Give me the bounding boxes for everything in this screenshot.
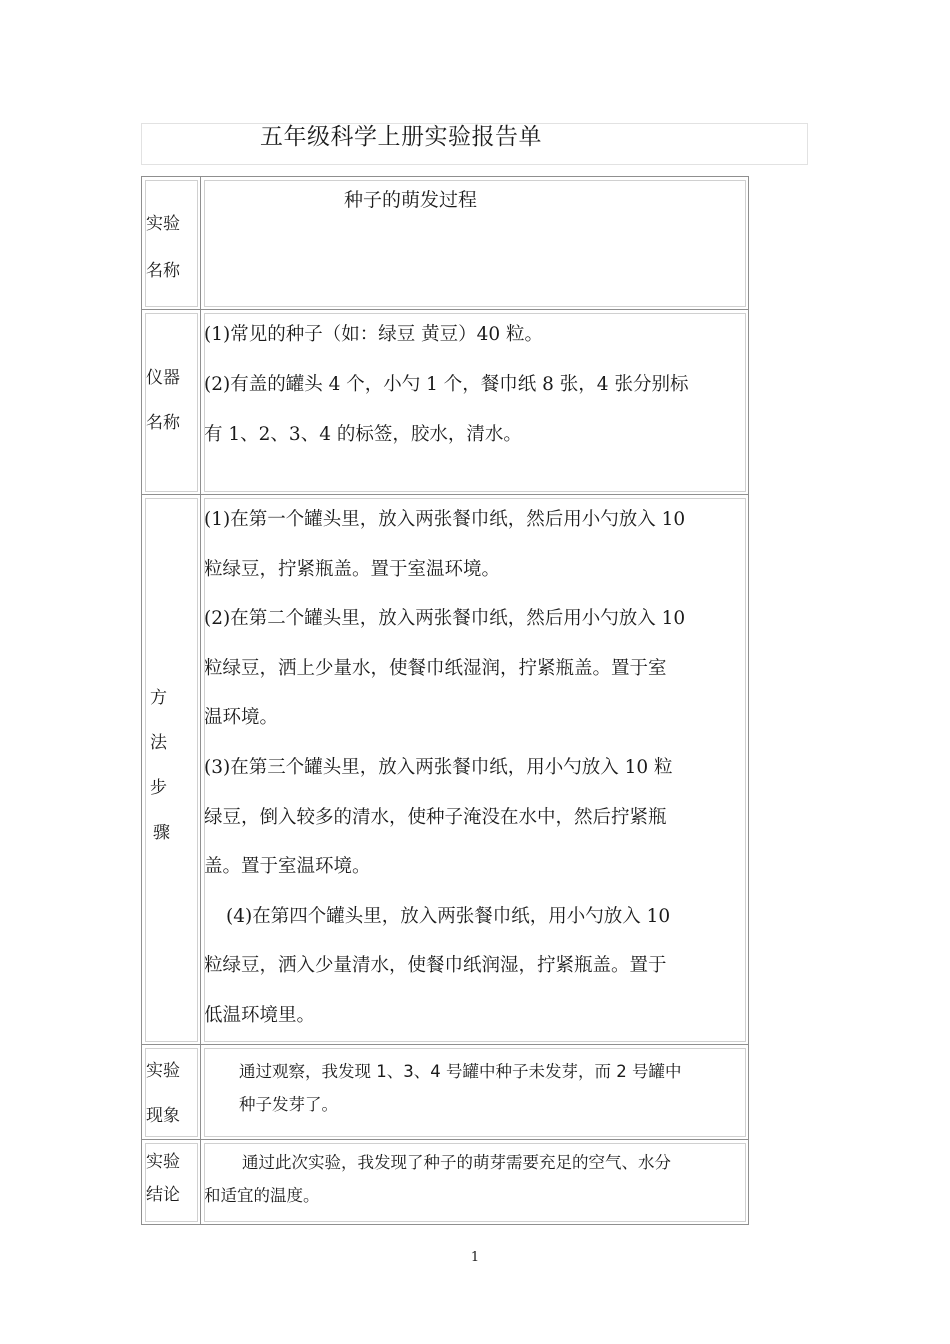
method-line: 粒绿豆，洒上少量水，使餐巾纸湿润，拧紧瓶盖。置于室 [204,657,667,679]
row-experiment-name [142,177,749,310]
label-experiment-name [142,177,201,310]
method-line: 温环境。 [204,707,279,729]
method-line: (2)在第二个罐头里，放入两张餐巾纸，然后用小勺放入 10 [204,608,686,630]
label-line: 实验 [146,1061,180,1081]
label-char: 步 [150,778,167,798]
label-line: 名称 [146,413,180,433]
method-line: 盖。置于室温环境。 [204,856,371,878]
cell-observation [201,1045,749,1140]
row-conclusion [142,1140,749,1225]
label-method [142,495,201,1045]
label-char: 方 [150,688,167,708]
label-line: 仪器 [146,368,180,388]
row-method [142,495,749,1045]
label-equipment [142,310,201,495]
conclusion-line: 通过此次实验，我发现了种子的萌芽需要充足的空气、水分 [242,1153,671,1172]
cell-conclusion [201,1140,749,1225]
method-line: (3)在第三个罐头里，放入两张餐巾纸，用小勺放入 10 粒 [204,756,673,778]
method-line: 绿豆，倒入较多的清水，使种子淹没在水中，然后拧紧瓶 [204,806,667,828]
row-observation [142,1045,749,1140]
observation-line: 种子发芽了。 [239,1095,338,1114]
label-char: 法 [150,733,167,753]
label-line: 名称 [146,261,180,281]
cell-experiment-name [201,177,749,310]
label-line: 结论 [146,1185,180,1205]
page-number: 1 [470,1250,480,1265]
method-line: 粒绿豆，洒入少量清水，使餐巾纸润湿，拧紧瓶盖。置于 [204,955,667,977]
label-char: 骤 [153,823,170,843]
label-conclusion [142,1140,201,1225]
label-observation [142,1045,201,1140]
cell-method [201,495,749,1045]
conclusion-line: 和适宜的温度。 [204,1186,320,1205]
label-line: 实验 [146,1152,180,1172]
equipment-line: (1)常见的种子（如：绿豆 黄豆）40 粒。 [204,324,544,345]
report-table [141,176,749,1225]
experiment-name: 种子的萌发过程 [344,189,478,211]
row-equipment [142,310,749,495]
equipment-line: (2)有盖的罐头 4 个，小勺 1 个，餐巾纸 8 张，4 张分别标 [204,374,689,395]
method-line: (1)在第一个罐头里，放入两张餐巾纸，然后用小勺放入 10 [204,509,686,530]
observation-line: 通过观察，我发现 1、3、4 号罐中种子未发芽，而 2 号罐中 [239,1062,682,1081]
equipment-line: 有 1、2、3、4 的标签，胶水，清水。 [204,424,522,445]
method-line: 粒绿豆，拧紧瓶盖。置于室温环境。 [204,558,501,580]
document-title: 五年级科学上册实验报告单 [260,124,542,150]
method-line: (4)在第四个罐头里，放入两张餐巾纸，用小勺放入 10 [226,905,671,927]
method-line: 低温环境里。 [204,1004,316,1026]
label-line: 实验 [146,214,180,234]
label-line: 现象 [146,1106,180,1126]
cell-equipment [201,310,749,495]
